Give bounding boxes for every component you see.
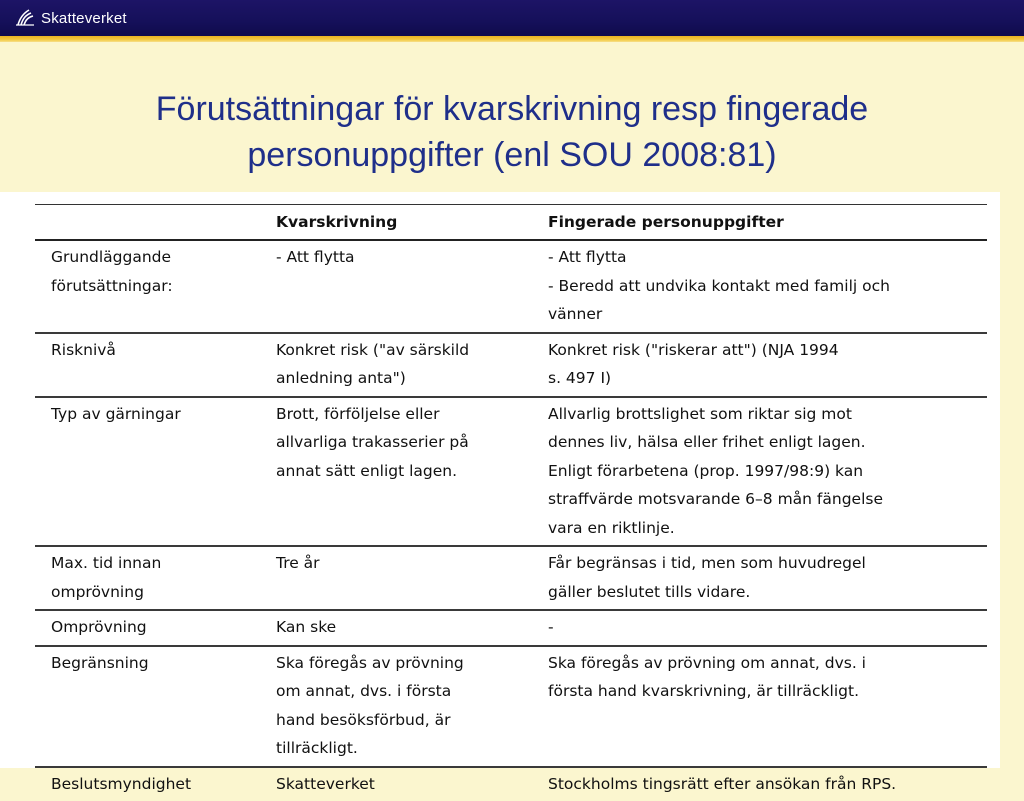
header-bar [0, 0, 1024, 36]
cell-text-line: Begränsning [51, 649, 252, 678]
fingerade-cell [532, 646, 987, 767]
kvarskrivning-cell [260, 646, 532, 767]
cell-text-line: - [548, 613, 979, 642]
table-row [35, 646, 987, 767]
kvarskrivning-cell [260, 546, 532, 610]
cell-text-line: vara en riktlinje. [548, 514, 979, 543]
cell-text-line: första hand kvarskrivning, är tillräckligt. [548, 677, 979, 706]
fingerade-cell [532, 397, 987, 547]
row-label-cell [35, 240, 260, 333]
cell-text-line: omprövning [51, 578, 252, 607]
fingerade-cell [532, 333, 987, 397]
row-label-cell [35, 610, 260, 646]
cell-text-line: gäller beslutet tills vidare. [548, 578, 979, 607]
cell-text-line: allvarliga trakasserier på [276, 428, 524, 457]
cell-text-line: anledning anta") [276, 364, 524, 393]
cell-text-line: Skatteverket [276, 770, 524, 799]
row-label-cell [35, 767, 260, 801]
cell-text-line: Allvarlig brottslighet som riktar sig mot [548, 400, 979, 429]
fingerade-cell [532, 610, 987, 646]
cell-text-line: tillräckligt. [276, 734, 524, 763]
cell-text-line: dennes liv, hälsa eller frihet enligt lagen. [548, 428, 979, 457]
skatteverket-logo-icon [14, 7, 36, 29]
table-row [35, 240, 987, 333]
cell-text-line: vänner [548, 300, 979, 329]
cell-text-line: s. 497 I) [548, 364, 979, 393]
comparison-table [35, 204, 987, 801]
cell-text-line: Konkret risk ("riskerar att") (NJA 1994 [548, 336, 979, 365]
table-row [35, 546, 987, 610]
row-label-cell [35, 546, 260, 610]
header-accent-stripe [0, 36, 1024, 42]
slide-title [40, 86, 984, 178]
table-row [35, 767, 987, 801]
header-cell-empty [35, 205, 260, 241]
cell-text-line: Får begränsas i tid, men som huvudregel [548, 549, 979, 578]
kvarskrivning-cell [260, 397, 532, 547]
scanned-document [0, 192, 1000, 768]
cell-text-line: Ska föregås av prövning om annat, dvs. i [548, 649, 979, 678]
slide-title-line: Förutsättningar för kvarskrivning resp fingerade [40, 86, 984, 132]
cell-text-line: Brott, förföljelse eller [276, 400, 524, 429]
cell-text-line: Kan ske [276, 613, 524, 642]
fingerade-cell [532, 767, 987, 801]
table-row [35, 397, 987, 547]
cell-text-line: hand besöksförbud, är [276, 706, 524, 735]
cell-text-line: - Att flytta [276, 243, 524, 272]
cell-text-line: - Beredd att undvika kontakt med familj och [548, 272, 979, 301]
fingerade-cell [532, 240, 987, 333]
table-header-row [35, 205, 987, 241]
kvarskrivning-cell [260, 767, 532, 801]
fingerade-cell [532, 546, 987, 610]
cell-text-line: Konkret risk ("av särskild [276, 336, 524, 365]
header-cell-kvarskrivning: Kvarskrivning [260, 205, 532, 241]
cell-text-line: Enligt förarbetena (prop. 1997/98:9) kan [548, 457, 979, 486]
row-label-cell [35, 646, 260, 767]
cell-text-line: Grundläggande [51, 243, 252, 272]
slide-title-line: personuppgifter (enl SOU 2008:81) [40, 132, 984, 178]
kvarskrivning-cell [260, 240, 532, 333]
table-row [35, 610, 987, 646]
cell-text-line: om annat, dvs. i första [276, 677, 524, 706]
cell-text-line: Max. tid innan [51, 549, 252, 578]
cell-text-line: annat sätt enligt lagen. [276, 457, 524, 486]
cell-text-line: förutsättningar: [51, 272, 252, 301]
logo-text: Skatteverket [41, 10, 127, 27]
kvarskrivning-cell [260, 333, 532, 397]
cell-text-line: Omprövning [51, 613, 252, 642]
cell-text-line: Typ av gärningar [51, 400, 252, 429]
cell-text-line: - Att flytta [548, 243, 979, 272]
cell-text-line: straffvärde motsvarande 6–8 mån fängelse [548, 485, 979, 514]
table-row [35, 333, 987, 397]
row-label-cell [35, 333, 260, 397]
row-label-cell [35, 397, 260, 547]
cell-text-line: Risknivå [51, 336, 252, 365]
kvarskrivning-cell [260, 610, 532, 646]
cell-text-line: Stockholms tingsrätt efter ansökan från RPS. [548, 770, 979, 799]
header-cell-fingerade: Fingerade personuppgifter [532, 205, 987, 241]
cell-text-line: Ska föregås av prövning [276, 649, 524, 678]
skatteverket-logo [14, 6, 127, 30]
cell-text-line: Tre år [276, 549, 524, 578]
cell-text-line: Beslutsmyndighet [51, 770, 252, 799]
